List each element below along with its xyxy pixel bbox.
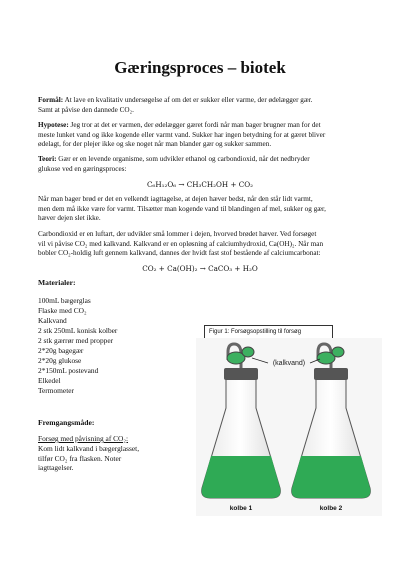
formaal-text-1: At lave en kvalitativ undersøgelse af om det er sukker eller varme, der ødelægger gær.	[64, 96, 313, 104]
formaal-paragraph	[38, 96, 368, 115]
teori-text-1: Gær er en levende organisme, som udvikler ethanol og carbondioxid, når det nedbryder	[58, 155, 310, 163]
hypotese-text-3: ødelagt, for der plejer ikke og ske noget når man blander gær og sukker sammen.	[38, 140, 272, 149]
teori-text-2: glukose ved en gæringsproces:	[38, 164, 127, 173]
teori-paragraph-2	[38, 195, 368, 224]
teori-paragraph	[38, 155, 368, 174]
flask-1-label: kolbe 1	[229, 505, 253, 512]
fremgang-body	[38, 434, 178, 473]
teori-label: Teori:	[38, 155, 57, 163]
hypotese-text-1: Jeg tror at det er varmen, der ødelægger gæret fordi når man bager brugner man for det	[70, 121, 321, 129]
hypotese-label: Hypotese:	[38, 121, 69, 129]
equation-fermentation: C₆H₁₂O₆ → CH₃CH₂OH + CO₂	[146, 180, 254, 189]
teori-p3-line-3: bobler CO₂-holdig luft gennem kalkvand, dannes der hvidt fast stof bestående af calciumcarbonat:	[38, 249, 321, 258]
materials-list-item: Elkedel	[38, 376, 61, 385]
teori-p2-line-2: men dem må ikke være for varmt. Tilsætter man kogende vand til blandingen af mel, sukker og gær,	[38, 204, 326, 213]
teori-p2-line-1: Når man bager brød er det en velkendt iagttagelse, at dejen hæver bedst, når den står lidt varmt,	[38, 195, 313, 203]
materials-list-item: 2*20g bagegær	[38, 346, 84, 355]
stopper-2	[314, 368, 348, 380]
materials-list-item: Termometer	[38, 386, 75, 395]
formaal-text-2: Samt at påvise den dannede CO₂.	[38, 105, 134, 114]
materials-list-item: 2*20g glukose	[38, 356, 82, 365]
fremgang-subhead: Forsøg med påvisning af CO₂:	[38, 434, 129, 443]
equation-calcium-carbonate: CO₂ + Ca(OH)₂ → CaCO₃ + H₂O	[142, 264, 258, 273]
teori-p2-line-3: hæver dejen slet ikke.	[38, 214, 101, 223]
teori-p3-line-2: vil vi påvise CO₂ med kalkvand. Kalkvand er en opløsning af calciumhydroxid, Ca(OH)₂. Når man	[38, 239, 324, 248]
materials-list-item: 2 stk 250mL konisk kolber	[38, 326, 118, 335]
figure-caption: Figur 1: Forsøgsopstilling til forsøg	[204, 325, 333, 339]
materials-list	[38, 296, 117, 396]
fremgang-line-1: Kom lidt kalkvand i bægerglasset,	[38, 443, 140, 453]
materials-list-item: Flaske med CO₂	[38, 306, 87, 315]
page-title: Gæringsproces – biotek	[114, 58, 286, 77]
hypotese-paragraph	[38, 121, 368, 150]
teori-paragraph-3	[38, 230, 368, 259]
flask-setup-illustration	[196, 338, 382, 516]
materialer-heading: Materialer:	[38, 278, 76, 287]
teori-p3-line-1: Carbondioxid er en luftart, der udvikler små lommer i dejen, hvorved brødet hæver. Ved forsøget	[38, 230, 317, 238]
fremgang-line-2: tilfør CO₂ fra flasken. Noter	[38, 453, 122, 463]
materials-list-item: 2*150mL postevand	[38, 366, 99, 375]
kalkvand-label: (kalkvand)	[272, 360, 306, 367]
fremgang-line-3: iagttagelser.	[38, 463, 74, 473]
materials-list-item: 100mL bægerglas	[38, 296, 91, 305]
materials-list-item: 2 stk gærrør med propper	[38, 336, 114, 345]
flask-2-label: kolbe 2	[319, 505, 343, 512]
materials-list-item: Kalkvand	[38, 316, 67, 325]
fremgang-heading: Fremgangsmåde:	[38, 418, 95, 427]
formaal-label: Formål:	[38, 96, 64, 104]
experiment-figure	[196, 338, 382, 516]
stopper-1	[224, 368, 258, 380]
hypotese-text-2: meste lunket vand og ikke kogende eller varmt vand. Sukker har ingen betydning for at gæret bliver	[38, 130, 326, 139]
